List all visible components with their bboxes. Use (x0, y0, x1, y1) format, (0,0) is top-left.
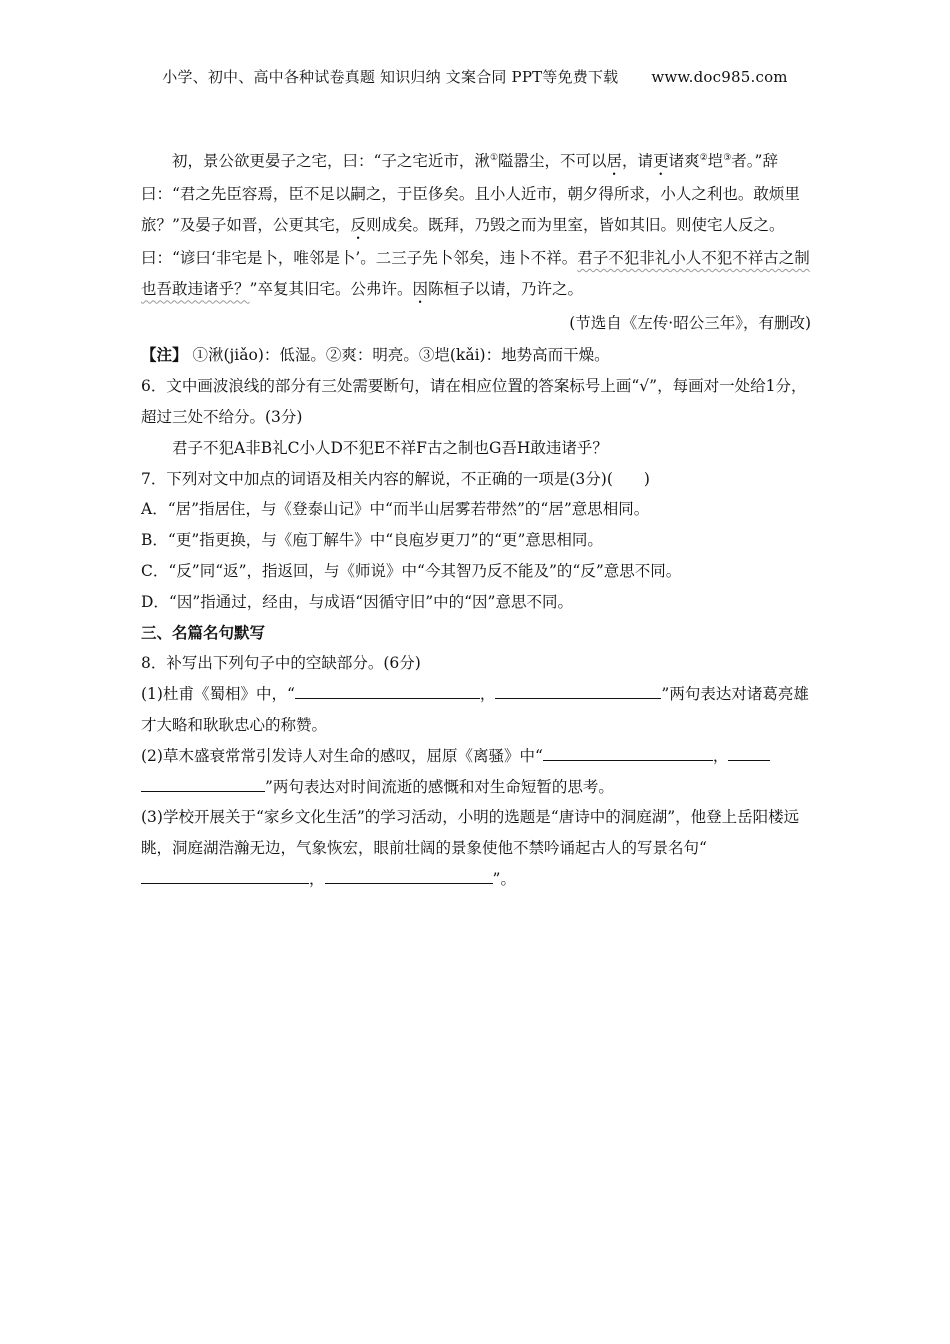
header-text: 小学、初中、高中各种试卷真题 知识归纳 文案合同 PPT等免费下载 (162, 68, 619, 86)
wavy-underlined-sentence: 君子不犯非礼小人不犯不祥古之制也吾敢违诸乎？ (141, 249, 810, 299)
item-text: (2)草木盛衰常常引发诗人对生命的感叹，屈原《离骚》中“ (141, 746, 543, 765)
passage-text: 初，景公欲更晏子之宅，曰：“子之宅近市，湫 (172, 152, 490, 170)
note-text: ①湫(jiǎo)：低湿。②爽：明亮。③垲(kǎi)：地势高而干燥。 (192, 346, 610, 365)
passage-text: 者。”辞曰：“君之先臣容焉，臣不足以嗣之，于臣侈矣。且小人近市，朝夕得所求，小人之利也。敢烦里旅？”及晏子如晋，公更其宅， (141, 152, 800, 235)
footnote-mark: ② (699, 152, 708, 163)
passage-text: ，请 (622, 152, 654, 170)
item-text: ”。 (492, 869, 516, 888)
classical-passage (141, 146, 811, 307)
answer-blank[interactable] (325, 868, 493, 884)
dotted-word-fan: 反 (350, 216, 366, 235)
item-text: ， (309, 869, 325, 888)
answer-blank[interactable] (543, 745, 713, 761)
item-text: ， (479, 685, 496, 704)
document-body (141, 146, 811, 895)
question-8-item-1 (141, 679, 811, 741)
item-text: (1)杜甫《蜀相》中，“ (141, 685, 295, 704)
answer-blank-continued[interactable] (141, 776, 265, 792)
question-7-option-c: C．“反”同“返”，指返回，与《师说》中“今其智乃反不能及”的“反”意思不同。 (141, 561, 682, 580)
note-label: 【注】 (141, 345, 188, 365)
question-6-sentence: 君子不犯A非B礼C小人D不犯E不祥F古之制也G吾H敢违诸乎？ (172, 438, 608, 457)
answer-blank[interactable] (728, 745, 770, 761)
question-7-option-b: B．“更”指更换，与《庖丁解牛》中“良庖岁更刀”的“更”意思相同。 (141, 531, 603, 550)
passage-text: 诸爽 (668, 152, 700, 170)
question-8-item-3 (141, 802, 811, 894)
item-text: (3)学校开展关于“家乡文化生活”的学习活动，小明的选题是“唐诗中的洞庭湖”，他登上岳阳楼远眺，洞庭湖浩瀚无边，气象恢宏，眼前壮阔的景象使他不禁吟诵起古人的写景名句“ (141, 808, 800, 858)
dotted-word-yin: 因 (412, 280, 428, 299)
footnote-mark: ① (489, 152, 499, 163)
question-8-stem: 8．补写出下列句子中的空缺部分。(6分) (141, 654, 421, 673)
section-heading: 三、名篇名句默写 (141, 622, 266, 642)
dotted-word-ju: 居 (606, 152, 623, 170)
passage-text: 垲 (707, 152, 724, 170)
passage-text: ”卒复其旧宅。公弗许。 (249, 280, 413, 299)
answer-blank[interactable] (295, 683, 480, 699)
dotted-word-geng: 更 (653, 152, 669, 170)
question-7-option-d: D．“因”指通过，经由，与成语“因循守旧”中的“因”意思不同。 (141, 592, 573, 611)
question-7-option-a: A．“居”指居住，与《登泰山记》中“而半山居雾若带然”的“居”意思相同。 (141, 500, 650, 519)
answer-blank[interactable] (141, 868, 309, 884)
answer-blank[interactable] (495, 683, 661, 699)
passage-source: (节选自《左传·昭公三年》，有删改) (569, 314, 811, 333)
passage-text: 陈桓子以请，乃许之。 (427, 280, 583, 299)
item-text: ”两句表达对诸葛亮雄才大略和耿耿忠心的称赞。 (141, 685, 809, 734)
passage-text: 则成矣。既拜，乃毁之而为里室，皆如其旧。则使宅人反之。曰：“谚曰‘非宅是卜，唯邻是卜’。二三子先卜邻矣，违卜不祥。 (141, 216, 785, 268)
item-text: ”两句表达对时间流逝的感慨和对生命短暂的思考。 (265, 777, 614, 796)
question-8-item-2 (141, 741, 811, 803)
annotation-note (141, 340, 811, 371)
item-text: ， (712, 746, 729, 765)
passage-text: 隘嚣尘，不可以 (498, 152, 607, 170)
header-url[interactable]: www.doc985.com (651, 68, 788, 86)
question-7-stem: 7．下列对文中加点的词语及相关内容的解说，不正确的一项是(3分)( ) (141, 469, 650, 488)
question-6-stem: 6．文中画波浪线的部分有三处需要断句，请在相应位置的答案标号上画“√”，每画对一处给1分，超过三处不给分。(3分) (141, 377, 807, 426)
page-header (0, 66, 950, 87)
footnote-mark: ③ (723, 152, 732, 163)
